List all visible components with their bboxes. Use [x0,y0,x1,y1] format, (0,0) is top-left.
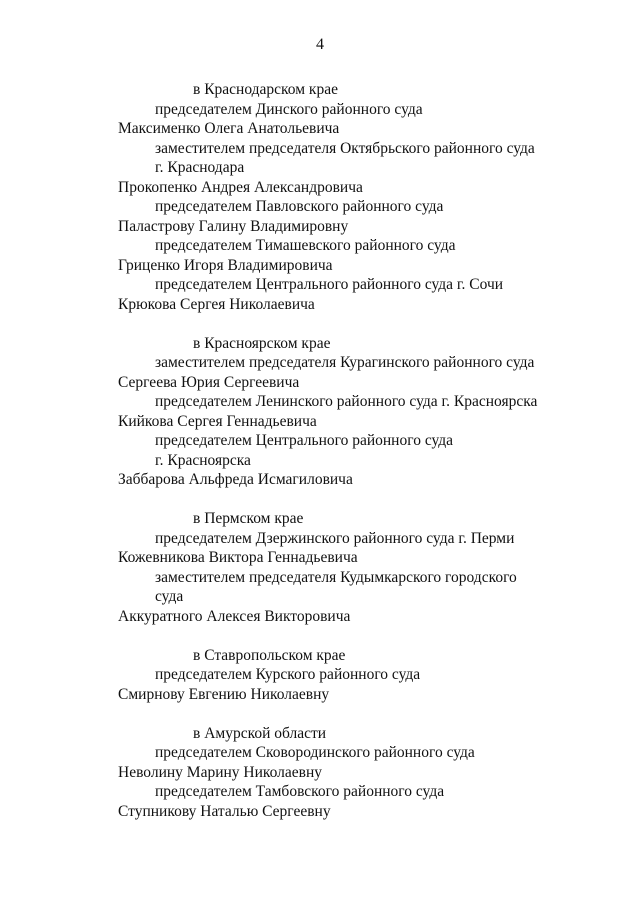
person-name: Гриценко Игоря Владимировича [118,256,333,274]
position-line: председателем Сковородинского районного суда [155,744,475,761]
person-name: Крюкова Сергея Николаевича [118,295,315,313]
person-name: Аккуратного Алексея Викторовича [118,607,351,625]
person-name: Прокопенко Андрея Александровича [118,178,363,196]
paragraph-gap [0,314,640,334]
position-line: председателем Курского районного суда [155,666,421,683]
person-name: Смирнову Евгению Николаевну [118,685,330,703]
person-name: Кожевникова Виктора Геннадьевича [118,549,358,566]
position-line: председателем Динского районного суда [155,100,423,118]
position-line: председателем Павловского районного суда [155,198,444,215]
person-name: Заббарова Альфреда Исмагиловича [118,471,353,488]
person-name: Кийкова Сергея Геннадьевича [118,412,317,430]
person-name: Сергеева Юрия Сергеевича [118,373,300,391]
position-line: председателем Ленинского районного суда г. Красноярска [155,393,538,410]
paragraph-gap [0,704,640,724]
position-line: г. Краснодара [155,159,245,176]
position-line: заместителем председателя Октябрьского районного суда [155,139,535,157]
position-line: председателем Тамбовского районного суда [155,783,445,800]
region-heading: в Красноярском крае [193,334,331,352]
region-heading: в Пермском крае [193,510,304,527]
position-line: заместителем председателя Кудымкарского городского [155,568,517,586]
position-line: заместителем председателя Курагинского районного суда [155,354,535,371]
page-number: 4 [316,36,324,53]
region-heading: в Ставропольском крае [193,646,346,664]
position-line: г. Красноярска [155,451,251,469]
region-heading: в Амурской области [193,724,327,742]
person-name: Максименко Олега Анатольевича [118,120,340,137]
position-line: председателем Тимашевского районного суда [155,237,456,254]
position-line: суда [155,588,184,605]
region-heading: в Краснодарском крае [193,81,338,98]
person-name: Ступникову Наталью Сергеевну [118,802,331,820]
document-body [0,80,640,821]
position-line: председателем Дзержинского районного суда г. Перми [155,529,515,547]
paragraph-gap [0,626,640,646]
person-name: Паластрову Галину Владимировну [118,217,349,235]
position-line: председателем Центрального районного суда [155,432,454,449]
person-name: Неволину Марину Николаевну [118,763,323,781]
position-line: председателем Центрального районного суда г. Сочи [155,276,504,293]
paragraph-gap [0,490,640,510]
